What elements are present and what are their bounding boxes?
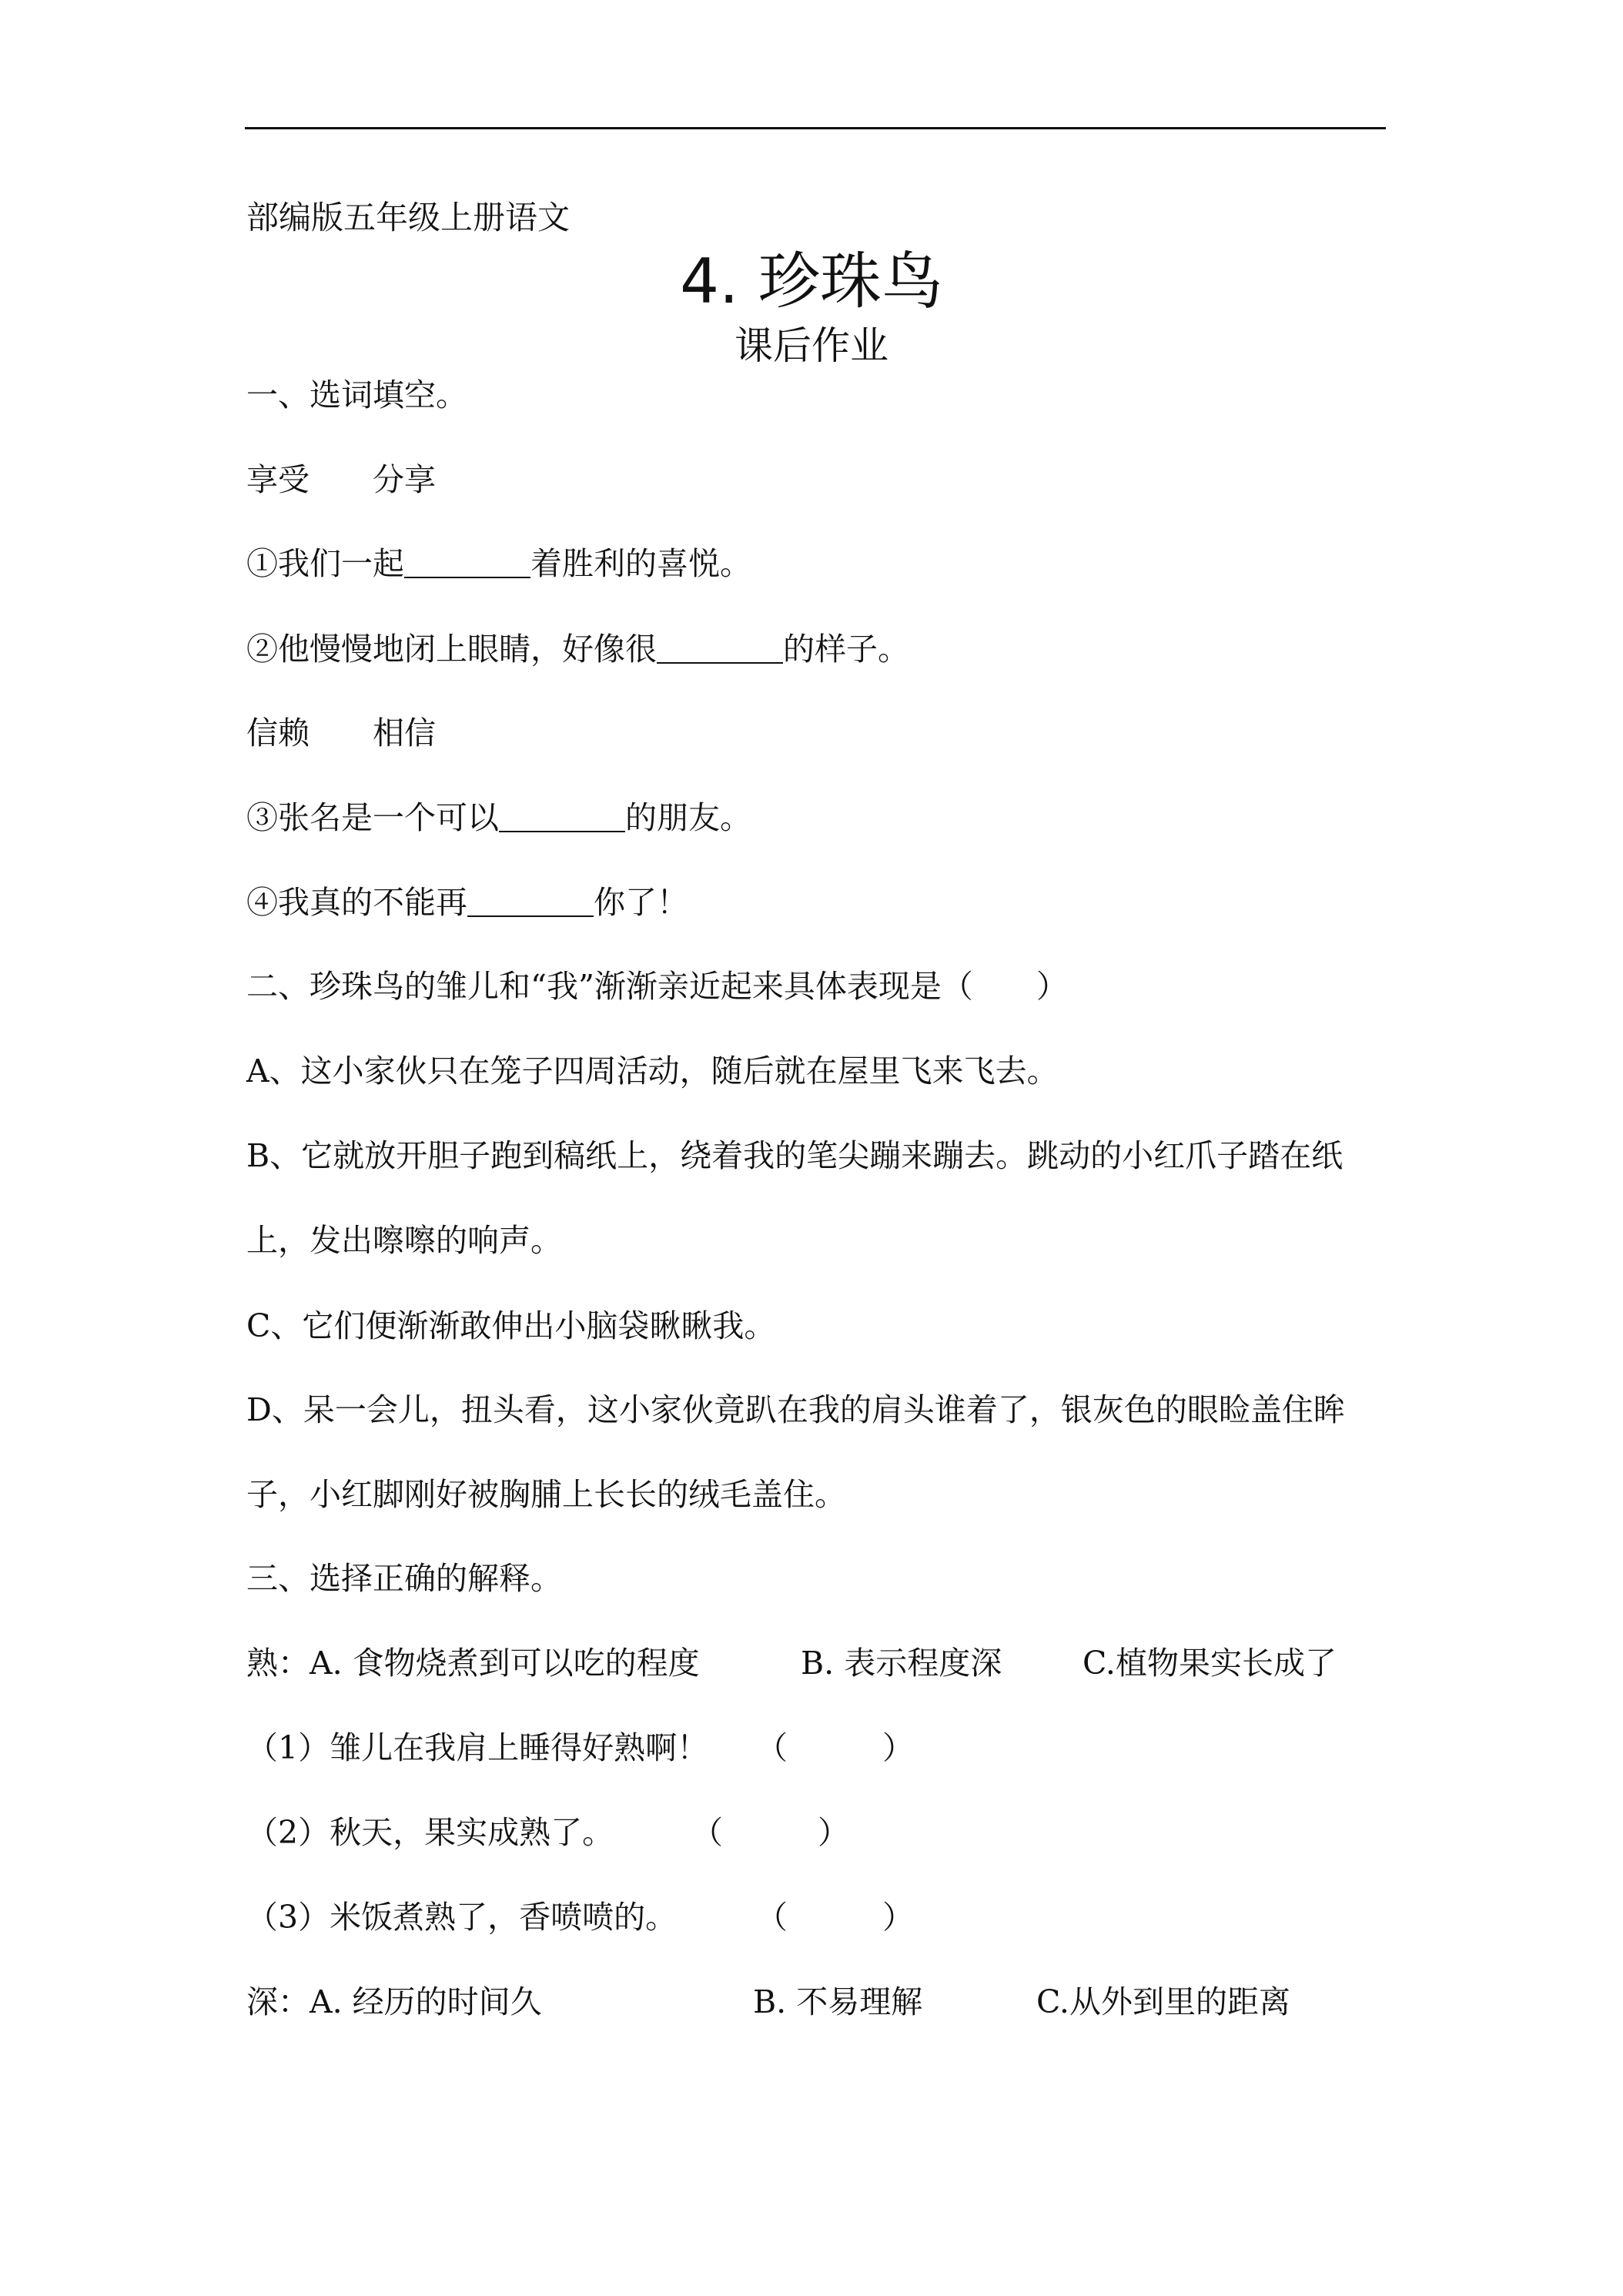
header-rule xyxy=(245,127,1386,129)
section2-heading: 二、珍珠鸟的雏儿和“我”渐渐亲近起来具体表现是（ ） xyxy=(246,968,1068,1005)
shu-answer-2[interactable]: （ ） xyxy=(691,1814,849,1851)
option-a: A、这小家伙只在笼子四周活动，随后就在屋里飞来飞去。 xyxy=(246,1053,1059,1089)
shen-meaning-b: B. 不易理解 xyxy=(753,1983,923,2020)
answer-blank-4[interactable] xyxy=(467,884,594,917)
page-subtitle: 课后作业 xyxy=(735,323,888,368)
answer-blank-2[interactable] xyxy=(657,631,783,664)
section1-word-group-1: 享受 分享 xyxy=(246,461,436,498)
shu-meaning-b: B. 表示程度深 xyxy=(801,1645,1002,1682)
option-b-line-2: 上，发出嚓嚓的响声。 xyxy=(246,1222,562,1259)
shu-sentence-1: （1）雏儿在我肩上睡得好熟啊！ xyxy=(246,1729,709,1766)
question-1: ①我们一起 着胜利的喜悦。 xyxy=(246,545,751,582)
shu-sentence-2: （2）秋天，果实成熟了。 xyxy=(246,1814,614,1851)
question-2: ②他慢慢地闭上眼睛，好像很 的样子。 xyxy=(246,631,909,668)
option-c: C、它们便渐渐敢伸出小脑袋瞅瞅我。 xyxy=(246,1307,776,1344)
shu-sentence-3: （3）米饭煮熟了，香喷喷的。 xyxy=(246,1899,678,1936)
answer-blank-3[interactable] xyxy=(499,799,625,832)
option-d-line-1: D、呆一会儿，扭头看，这小家伙竟趴在我的肩头谁着了，银灰色的眼睑盖住眸 xyxy=(246,1391,1345,1428)
shu-answer-1[interactable]: （ ） xyxy=(756,1729,914,1766)
shu-meaning-a: A. 食物烧煮到可以吃的程度 xyxy=(310,1645,700,1682)
page-title: 4. 珍珠鸟 xyxy=(680,246,943,317)
shu-answer-3[interactable]: （ ） xyxy=(756,1899,914,1936)
question-4: ④我真的不能再 你了！ xyxy=(246,884,688,921)
option-d-line-2: 子，小红脚刚好被胸脯上长长的绒毛盖住。 xyxy=(246,1476,846,1513)
section1-word-group-2: 信赖 相信 xyxy=(246,715,436,751)
option-b-line-1: B、它就放开胆子跑到稿纸上，绕着我的笔尖蹦来蹦去。跳动的小红爪子踏在纸 xyxy=(246,1137,1344,1174)
shen-meaning-a: A. 经历的时间久 xyxy=(310,1983,542,2020)
section1-heading: 一、选词填空。 xyxy=(246,377,467,413)
question-3: ③张名是一个可以 的朋友。 xyxy=(246,799,751,836)
shu-char-label: 熟： xyxy=(246,1645,310,1682)
course-label: 部编版五年级上册语文 xyxy=(246,199,571,236)
shu-meaning-c: C.植物果实长成了 xyxy=(1083,1645,1337,1682)
shen-char-label: 深： xyxy=(246,1983,310,2020)
answer-blank-1[interactable] xyxy=(404,545,530,578)
section3-heading: 三、选择正确的解释。 xyxy=(246,1560,562,1597)
shen-meaning-c: C.从外到里的距离 xyxy=(1036,1983,1290,2020)
